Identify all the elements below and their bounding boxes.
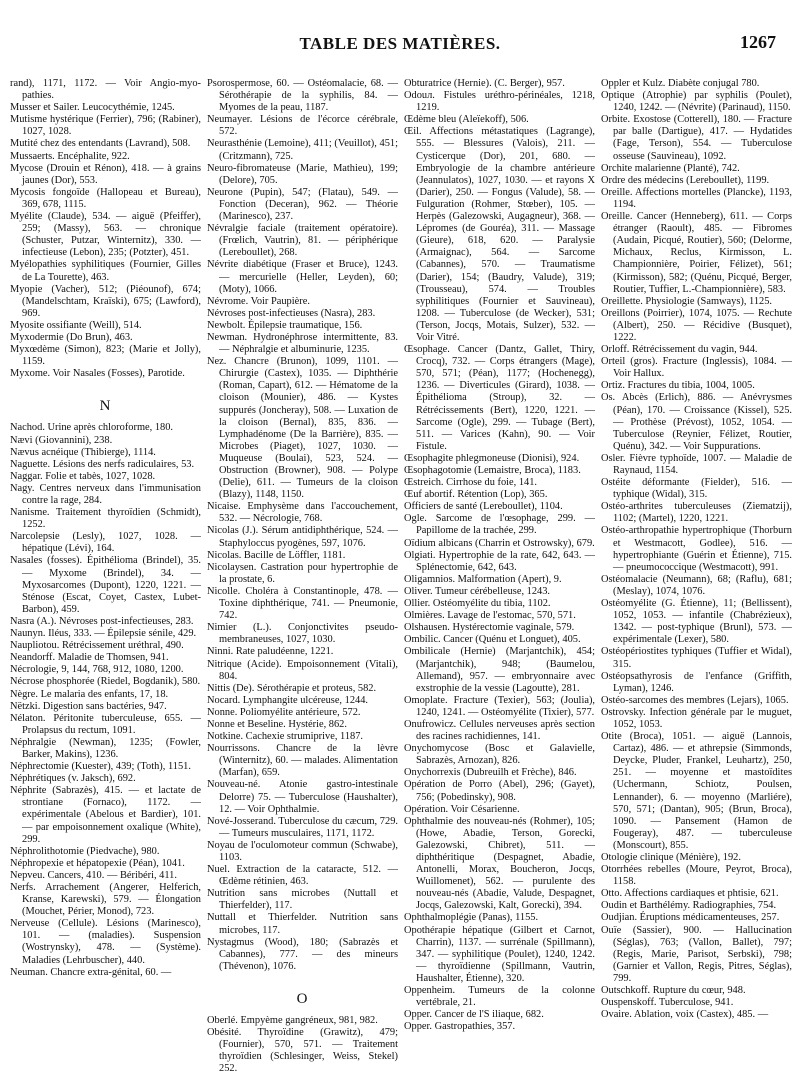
index-entry: Oreillons (Poirrier), 1074, 1075. — Rechute (Albert), 250. — Récidive (Busquet), 1222.	[601, 307, 792, 343]
index-entry: Néphralgie (Newman), 1235; (Fowler, Barker, Makins), 1236.	[10, 736, 201, 760]
index-entry: Nécrologie, 9, 144, 768, 912, 1080, 1200.	[10, 664, 184, 676]
index-entry: Nicaise. Emphysème dans l'accouchement, 532. — Nécrologie, 768.	[207, 501, 398, 525]
index-entry: Ouspenskoff. Tuberculose, 941.	[601, 997, 734, 1009]
page-title: TABLE DES MATIÈRES.	[299, 34, 501, 53]
index-entry: Opération. Voir Césarienne.	[404, 803, 520, 815]
index-entry: Musser et Sailer. Leucocythémie, 1245.	[10, 102, 175, 114]
index-entry: Ostéo-arthrites tuberculeuses (Ziematzij), 1102; (Martel), 1220, 1221.	[601, 501, 792, 525]
index-entry: Obésité. Thyroïdine (Grawitz), 479; (Fournier), 570, 571. — Traitement thyroïdien (Schlesinger, Weiss, Stekel) 252.	[207, 1027, 398, 1075]
index-entry: Noyau de l'oculomoteur commun (Schwabe), 1103.	[207, 839, 398, 863]
index-column-1	[10, 78, 201, 1078]
index-entry: Nimier (L.). Conjonctivites pseudo-membraneuses, 1027, 1030.	[207, 622, 398, 646]
index-entry: Optique (Atrophie) par syphilis (Poulet), 1240, 1242. — (Névrite) (Parinaud), 1150.	[601, 90, 792, 114]
index-entry: Oliver. Tumeur cérébelleuse, 1243.	[404, 585, 551, 597]
index-entry: Nasales (fosses). Épithélioma (Brindel), 35. — Myxome (Brindel), 34. — Myxosarcomes (Dupont), 1220, 1221. — Sténose (Escat, Coyet, Castex, Lubet-Barbon), 459.	[10, 555, 201, 615]
index-entry: Névrite diabétique (Fraser et Bruce), 1243. — mercurielle (Heller, Leyden), 60; (Moty), 1066.	[207, 259, 398, 295]
index-entry: Ninni. Rate paludéenne, 1221.	[207, 646, 334, 658]
index-entry: Narcolepsie (Lesly), 1027, 1028. — hépatique (Lévi), 164.	[10, 531, 201, 555]
page-header	[0, 0, 800, 64]
index-entry: Névroses post-infectieuses (Nasra), 283.	[207, 307, 376, 319]
index-entry: Odouл. Fistules uréthro-périnéales, 1218, 1219.	[404, 90, 595, 114]
index-entry: Oudin et Barthélémy. Radiographies, 754.	[601, 900, 777, 912]
index-entry: Omoplate. Fracture (Texier), 563; (Joulia), 1240, 1241. — Ostéomyélite (Tixier), 577.	[404, 694, 595, 718]
index-entry: Nicolaysen. Castration pour hypertrophie de la prostate, 6.	[207, 561, 398, 585]
index-entry: Nonne et Beseline. Hystérie, 862.	[207, 718, 347, 730]
index-entry: Névralgie faciale (traitement opératoire). (Frœlich, Vautrin), 81. — périphérique (Lereboullet), 268.	[207, 223, 398, 259]
index-entry: Oreille. Affections mortelles (Plancke), 1193, 1194.	[601, 186, 792, 210]
index-entry: Otite (Broca), 1051. — aiguë (Lannois, Cartaz), 486. — et athrepsie (Simmonds, Deycke, Pluder, Frankel, Leuhartz), 250, 251. — moyenne et mastoïdites (Uchermann, Schiotz, Poulsen, Lennander), 6. — moyenno (Marliére), 570, 571; (Dantan), 905; (Brun, Broca), 1090. — Pansement (Hamon de Fougeray), 487. — tuberculeuse (Monscourt), 855.	[601, 731, 792, 851]
index-entry: Nystagmus (Wood), 180; (Sabrazès et Cabannes), 777. — des mineurs (Thévenon), 1076.	[207, 936, 398, 972]
index-entry: Oudjian. Éruptions médicamenteuses, 257.	[601, 912, 780, 924]
index-entry: Neurasthénie (Lemoine), 411; (Veuillot), 451; (Critzmann), 725.	[207, 138, 398, 162]
index-entry: Myxome. Voir Nasales (Fosses), Parotide.	[10, 368, 185, 380]
page-number: 1267	[740, 32, 776, 52]
index-entry: Nerfs. Arrachement (Angerer, Helferich, Kranse, Karewski), 579. — Élongation (Mouchet, Périer, Monod), 723.	[10, 882, 201, 918]
index-entry: Otorrhées rebelles (Moure, Peyrot, Broca), 1158.	[601, 864, 792, 888]
index-entry: Nachod. Urine après chloroforme, 180.	[10, 422, 174, 434]
index-entry: Psorospermose, 60. — Ostéomalacie, 68. — Sérothérapie de la syphilis, 84. — Myomes de la peau, 1187.	[207, 78, 398, 114]
index-entry: Opération de Porro (Abel), 296; (Gayet), 756; (Pobedinsky), 908.	[404, 779, 595, 803]
index-entry: Notkine. Cachexie strumiprive, 1187.	[207, 731, 364, 743]
index-entry: Nélaton. Péritonite tuberculeuse, 655. — Prolapsus du rectum, 1091.	[10, 712, 201, 736]
index-entry: Ostéopériostites typhiques (Tuffier et Widal), 315.	[601, 646, 792, 670]
index-entry: Orteil (gros). Fracture (Inglessis), 1084. — Voir Hallux.	[601, 356, 792, 380]
index-entry: Opper. Gastropathies, 357.	[404, 1021, 516, 1033]
index-entry: Naggar. Folie et tabès, 1027, 1028.	[10, 470, 156, 482]
index-entry: Nutrition sans microbes (Nuttall et Thierfelder), 117.	[207, 888, 398, 912]
index-entry: Ostéopsathyrosis de l'enfance (Griffith, Lyman), 1246.	[601, 670, 792, 694]
index-entry: Ophthalmie des nouveau-nés (Rohmer), 105; (Howe, Abadie, Terson, Gorecki, Galezowski, Chibret), 511. — diphthéritique (Despagnet, Abadie, Antonelli, Morax, Boucheron, Jocqs, Wuillomenet), 562. — purulente des nouveau-nés (Abadie, Valude, Despagnet, Jocqs, Galezowski, Kalt, Gorecki), 394.	[404, 815, 595, 912]
index-entry: Néphrolithotomie (Piedvache), 980.	[10, 845, 160, 857]
index-entry: Os. Abcès (Erlich), 886. — Anévrysmes (Péan), 170. — Croissance (Kissel), 525. — Prothèse (Prévost), 1052, 1054. — Tuberculose (Reynier, Félizet, Routier, Quénu), 342. — Voir Suppurations.	[601, 392, 792, 452]
index-entry: rand), 1171, 1172. — Voir Angio-myo-pathies.	[10, 78, 201, 102]
index-entry: Œdème bleu (Aleïekoff), 506.	[404, 114, 529, 126]
index-entry: Néphrectomie (Kuester), 439; (Toth), 1151.	[10, 761, 191, 773]
index-entry: Nicolas. Bacille de Löffler, 1181.	[207, 549, 346, 561]
index-entry: Naguette. Lésions des nerfs radiculaires, 53.	[10, 458, 195, 470]
index-entry: Nové-Josserand. Tuberculose du cæcum, 729. — Tumeurs musculaires, 1171, 1172.	[207, 815, 398, 839]
index-entry: Nez. Chancre (Brunon), 1099, 1101. — Chirurgie (Castex), 1035. — Diphthérie (Roman, Capart), 612. — Hématome de la cloison (Mounier), 486. — Kystes suppurés (Joncheray), 508. — Luxation de la cloison (Bernal), 835, 836. — Lymphadénome (De la Barrière), 835. — Microbes (Piaget), 1027, 1030. — Muqueuse (Boulai), 523, 524. — Obstruction (Browner), 908. — Polype (Delie), 611. — Tumeurs de la cloison (Blazy), 1148, 1150.	[207, 356, 398, 501]
index-entry: Nittis (De). Sérothérapie et proteus, 582.	[207, 682, 377, 694]
index-entry: Ordre des médecins (Lereboullet), 1199.	[601, 174, 770, 186]
index-column-3	[404, 78, 595, 1078]
index-entry: Neurone (Pupin), 547; (Flatau), 549. — Fonction (Deceran), 962. — Théorie (Marinesco), 237.	[207, 186, 398, 223]
index-entry: Nasra (A.). Névroses post-infectieuses, 283.	[10, 615, 194, 627]
index-entry: Otologie clinique (Ménière), 192.	[601, 852, 741, 863]
index-column-2	[207, 78, 398, 1078]
index-entry: Osler. Fièvre typhoïde, 1007. — Maladie de Raynaud, 1154.	[601, 452, 792, 476]
index-entry: Naupliotou. Rétrécissement uréthral, 490.	[10, 640, 184, 652]
index-entry: Œil. Affections métastatiques (Lagrange), 555. — Blessures (Valois), 211. — Cysticerque (Dor), 201, 680. — Embryologie de la chambre antérieure (Jeannulatos), 1027, 1030. — et rayons X (Darier), 250. — Fongus (Valude), 58. — Fulguration (Rohmer, Stœber), 105. — Herpès (Galezowski, Augagneur), 368. — Lépromes (de Gouréa), 311. — Massage (Gieure), 618, 620. — Paralysie (Armaignac), 564. — Sarcome (Cabannes), 570. — Traumatisme (Darier), 154; (Baudry, Valude), 319; (Trousseau), 574. — Troubles syphilitiques (Fournier et Sauvineau), 1208. — Tuberculose (de Wecker), 531; (Terson, Jocqs, Motais, Sulzer), 532. — Voir Vitré.	[404, 126, 595, 343]
index-entry: Orchite malarienne (Planté), 742.	[601, 162, 740, 174]
index-entry: Mycosis fongoïde (Hallopeau et Bureau), 369, 678, 1115.	[10, 186, 201, 210]
index-entry: Nicolle. Choléra à Constantinople, 478. — Toxine diphthérique, 741. — Pneumonie, 742.	[207, 585, 398, 622]
index-entry: Ostéite déformante (Fielder), 516. — typhique (Widal), 315.	[601, 477, 792, 501]
index-entry: Otto. Affections cardiaques et phtisie, 621.	[601, 888, 779, 900]
index-entry: Opothérapie hépatique (Gilbert et Carnot, Charrin), 1137. — surrénale (Spillmann), 347. — syphilitique (Poulet), 1240, 1242. — thyroïdienne (Spillmann, Vautrin, Haushalter, Étienne), 320.	[404, 924, 595, 984]
index-entry: Nocard. Lymphangite ulcéreuse, 1244.	[207, 694, 369, 706]
index-entry: Mutité chez des entendants (Lavrand), 508.	[10, 138, 191, 150]
index-entry: Nuttall et Thierfelder. Nutrition sans microbes, 117.	[207, 912, 398, 936]
index-entry: Oïdium albicans (Charrin et Ostrowsky), 679.	[404, 537, 595, 549]
index-entry: Myxodermie (Do Brun), 463.	[10, 331, 133, 343]
index-entry: Ostéomalacie (Neumann), 68; (Raflu), 681; (Meslay), 1074, 1076.	[601, 573, 792, 597]
index-entry: Ostrovsky. Infection générale par le muguet, 1052, 1053.	[601, 706, 792, 730]
index-entry: Néphrite (Sabrazès), 415. — et lactate de strontiane (Fornaco), 1172. — expérimentale (Abelous et Bardier), 101. — par empoisonnement oxalique (White), 299.	[10, 785, 201, 845]
index-entry: Onychomycose (Bosc et Galavielle, Sabrazès, Arnozan), 826.	[404, 743, 595, 767]
index-entry: Ostéomyélite (G. Étienne), 11; (Bellissent), 1052, 1053. — infantile (Chabrézieux), 1342. — post-typhique (Brunl), 573. — expérimentale (Lexer), 580.	[601, 598, 792, 646]
index-entry: Onufrowicz. Cellules nerveuses après section des racines rachidiennes, 141.	[404, 718, 595, 743]
index-entry: Œsophagite phlegmoneuse (Dionisi), 924.	[404, 452, 580, 464]
index-entry: Onychorrexis (Dubreuilh et Frèche), 846.	[404, 767, 577, 779]
index-entry: Nourrissons. Chancre de la lèvre (Winternitz), 60. — malades. Alimentation (Marfan), 659.	[207, 743, 398, 779]
index-entry: Mussaerts. Encéphalite, 922.	[10, 150, 130, 162]
index-entry: Ombilicale (Hernie) (Marjantchik), 454; (Marjantchik), 948; (Baumelou, Allemand), 957. — embryonnaire avec exstrophie de la vessie (Lagoutte), 281.	[404, 646, 595, 694]
index-entry: Œsophagotomie (Lemaistre, Broca), 1183.	[404, 465, 581, 476]
index-entry: Myopie (Vacher), 512; (Piéounof), 674; (Mandelschtam, Kraïski), 675; (Lawford), 969.	[10, 283, 201, 319]
index-entry: Opper. Cancer de l'S iliaque, 682.	[404, 1009, 544, 1021]
index-entry: Nagy. Centres nerveux dans l'immunisation contre la rage, 284.	[10, 482, 201, 506]
index-entry: Nævus acnéique (Thibierge), 1114.	[10, 446, 156, 458]
index-entry: Œstreich. Cirrhose du foie, 141.	[404, 477, 538, 489]
index-entry: Ombilic. Cancer (Quénu et Longuet), 405.	[404, 634, 581, 646]
index-entry: Ophthalmoplégie (Panas), 1155.	[404, 912, 539, 924]
index-entry: Ogle. Sarcome de l'œsophage, 299. — Papillome de la trachée, 299.	[404, 513, 595, 537]
index-entry: Oreillette. Physiologie (Samways), 1125.	[601, 295, 773, 307]
index-entry: Néphropexie et hépatopexie (Péan), 1041.	[10, 857, 185, 869]
index-entry: Naunyn. Iléus, 333. — Épilepsie sénile, 429.	[10, 628, 197, 640]
index-entry: Newman. Hydronéphrose intermittente, 83. — Néphralgie et albuminurie, 1235.	[207, 331, 398, 356]
index-entry: Ortiz. Fractures du tibia, 1004, 1005.	[601, 380, 755, 392]
index-entry: Outschkoff. Rupture du cœur, 948.	[601, 985, 746, 997]
index-entry: Nepveu. Cancers, 410. — Béribéri, 411.	[10, 869, 177, 881]
index-entry: Ovaire. Ablation, voix (Castex), 485. —	[601, 1009, 769, 1021]
index-entry: Œuf abortif. Rétention (Lop), 365.	[404, 489, 548, 501]
index-entry: Nécrose phosphorée (Riedel, Bogdanik), 580.	[10, 676, 201, 688]
index-entry: Ollier. Ostéomyélite du tibia, 1102.	[404, 598, 551, 610]
index-entry: Orbite. Exostose (Cotterell), 180. — Fracture par balle (Dartigue), 417. — Hydatides (Fage, Terson), 554. — Tuberculose osseuse (Sauvineau), 1092.	[601, 114, 792, 162]
index-entry: Nitrique (Acide). Empoisonnement (Vitali), 804.	[207, 658, 398, 682]
index-entry: Ostéo-arthropathie hypertrophique (Thorburn et Westmacott, Godlee), 516. — hypertrophiante (Guérin et Étienne), 715. — pneumococcique (Westmacott), 991.	[601, 525, 792, 573]
index-entry: Orloff. Rétrécissement du vagin, 944.	[601, 344, 758, 356]
index-entry: Neumayer. Lésions de l'écorce cérébrale, 572.	[207, 114, 398, 138]
index-entry: Néphrétiques (v. Jaksch), 692.	[10, 773, 136, 785]
index-entry: Myosite ossifiante (Weill), 514.	[10, 319, 142, 331]
index-entry: Nuel. Extraction de la cataracte, 512. — Œdème rétinien, 463.	[207, 864, 398, 888]
index-entry: Neandorff. Maladie de Thomsen, 941.	[10, 652, 169, 664]
index-entry: Olgiati. Hypertrophie de la rate, 642, 643. — Splénectomie, 642, 643.	[404, 549, 595, 573]
index-entry: Nerveuse (Cellule). Lésions (Marinesco), 101. — (maladies). Suspension (Wostrynsky), 478. — (Système). Maladies (Lehrbuscher), 440.	[10, 918, 201, 966]
index-entry: Olshausen. Hystérectomie vaginale, 579.	[404, 622, 575, 634]
index-entry: Nævi (Giovannini), 238.	[10, 434, 113, 446]
section-letter: N	[99, 398, 112, 415]
index-entry: Nicolas (J.). Sérum antidiphthérique, 524. — Staphyloccus pyogènes, 597, 1076.	[207, 525, 398, 549]
index-entry: Nouveau-né. Atonie gastro-intestinale Delorre) 75. — Tuberculose (Haushalter), 12. — Voir Ophthalmie.	[207, 779, 398, 815]
index-column-4	[601, 78, 792, 1078]
index-entry: Newbolt. Épilepsie traumatique, 156.	[207, 319, 363, 331]
index-entry: Officiers de santé (Lereboullet), 1104.	[404, 501, 563, 513]
index-entry: Mycose (Drouin et Rénon), 418. — à grains jaunes (Dor), 553.	[10, 162, 201, 186]
index-entry: Neuman. Chancre extra-génital, 60. —	[10, 966, 172, 978]
index-entry: Neuro-fibromateuse (Marie, Mathieu), 199; (Delore), 705.	[207, 162, 398, 186]
index-columns	[10, 78, 792, 1078]
index-entry: Nonne. Poliomyélite antérieure, 572.	[207, 706, 361, 718]
index-entry: Oppler et Kulz. Diabète conjugal 780.	[601, 78, 760, 89]
index-entry: Nëtzki. Digestion sans bactéries, 947.	[10, 700, 167, 712]
index-entry: Mutisme hystérique (Ferrier), 796; (Rabiner), 1027, 1028.	[10, 114, 201, 138]
section-letter: O	[296, 990, 309, 1007]
index-entry: Oppenheim. Tumeurs de la colonne vertébrale, 21.	[404, 985, 595, 1009]
index-entry: Ostéo-sarcomes des membres (Lejars), 1065.	[601, 694, 789, 706]
index-entry: Oligamnios. Malformation (Apert), 9.	[404, 573, 562, 585]
index-entry: Olmières. Lavage de l'estomac, 570, 571.	[404, 610, 576, 622]
index-entry: Myxœdème (Simon), 823; (Marie et Jolly), 1159.	[10, 344, 201, 368]
index-entry: Oberlé. Empyème gangréneux, 981, 982.	[207, 1015, 378, 1027]
index-entry: Ouïe (Sassier), 900. — Hallucination (Séglas), 763; (Vallon, Ballet), 797; (Regis, Marie, Parisot, Serbski), 798; (Garnier et Vallon, Regis, Pitres, Séglas), 799.	[601, 924, 792, 984]
index-entry: Nanisme. Traitement thyroïdien (Schmidt), 1252.	[10, 507, 201, 531]
index-entry: Obturatrice (Hernie). (C. Berger), 957.	[404, 78, 565, 89]
index-entry: Myélite (Claude), 534. — aiguë (Pfeiffer), 259; (Massy), 563. — chronique (Schuster, Putzar, Winternitz), 330. — infectieuse (Lebon), 235; (Potzter), 451.	[10, 211, 201, 259]
index-entry: Œsophage. Cancer (Dantz, Gallet, Thiry, Crocq), 732. — Corps étrangers (Mage), 570, 571; (Péan), 1177; (Hochenegg), 1236. — Diverticules (Girard), 1038. — Épithélioma (Stroup), 32. — Rétrécissements (Bert), 1220, 1221. — Sarcome (Ogle), 299. — Tubage (Bert), 511. — Varices (Kahn), 90. — Voir Fistule.	[404, 344, 595, 452]
index-entry: Oreille. Cancer (Henneberg), 611. — Corps étranger (Raoult), 485. — Fibromes (Audain, Picqué, Routier), 560; (Delorme, Michaux, Reclus, Kirmisson, L. Championnière, Poirier, Félizet), 561; (Kirmisson), 582; (Quénu, Picqué, Berger, Routier, Tuffier, L.-Championnière), 583.	[601, 211, 792, 295]
index-entry: Nègre. Le malaria des enfants, 17, 18.	[10, 688, 169, 700]
index-entry: Myélopathies syphilitiques (Fournier, Gilles de La Tourette), 463.	[10, 259, 201, 283]
index-entry: Névrome. Voir Paupière.	[207, 295, 310, 307]
